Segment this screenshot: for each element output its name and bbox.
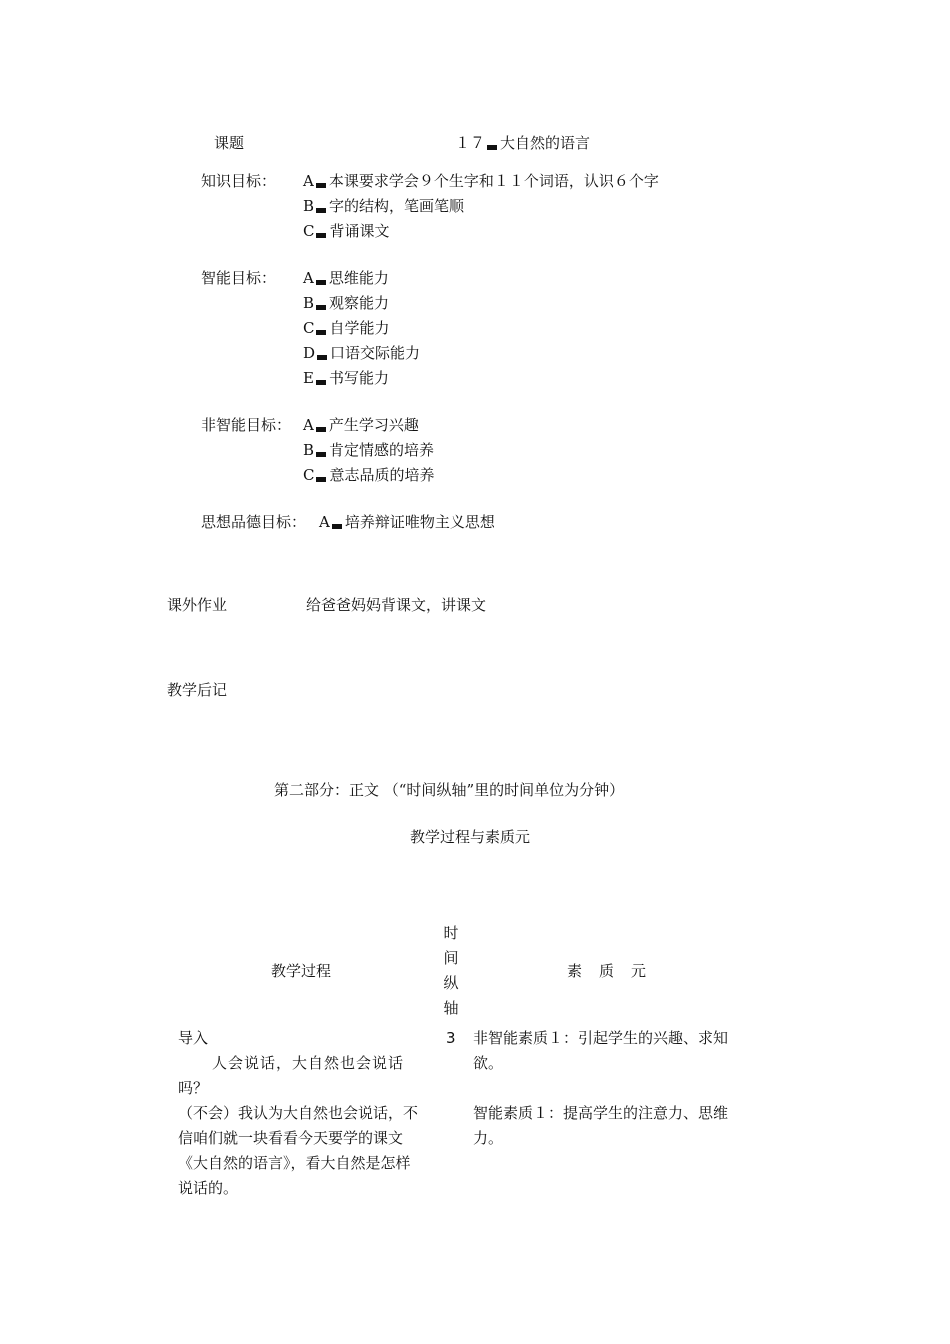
- process-cell: [178, 1026, 438, 1201]
- quality-note-cont: 力。: [473, 1129, 504, 1147]
- quality-note: 非智能素质１：引起学生的兴趣、求知: [473, 1029, 729, 1047]
- objective-group-intellectual: [201, 268, 659, 393]
- lesson-title: [455, 133, 590, 153]
- objective-group-non-intellectual: [201, 415, 659, 490]
- process-paragraph-cont: 信咱们就一块看看今天要学的课文: [178, 1129, 404, 1147]
- objective-item: C 自学能力: [303, 319, 390, 337]
- column-header-quality: 素 质 元: [567, 962, 648, 980]
- column-header-process: 教学过程: [271, 962, 332, 980]
- objective-item: E 书写能力: [303, 369, 389, 387]
- lesson-title-text: 大自然的语言: [500, 134, 591, 152]
- objective-item: B 观察能力: [303, 294, 390, 312]
- quality-cell: [473, 1026, 763, 1151]
- objective-item: C 背诵课文: [303, 222, 390, 240]
- objective-item: A 培养辩证唯物主义思想: [319, 513, 495, 531]
- objective-item: D 口语交际能力: [303, 344, 421, 362]
- separator-mark: [487, 145, 497, 150]
- part2-heading: 第二部分：正文 （“时间纵轴”里的时间单位为分钟）: [274, 781, 625, 799]
- objective-group-knowledge: [201, 171, 659, 246]
- lesson-number: １７: [455, 134, 486, 152]
- objective-item: B 字的结构，笔画笔顺: [303, 197, 465, 215]
- objective-label: 知识目标：: [201, 172, 277, 190]
- quality-note: 智能素质１：提高学生的注意力、思维: [473, 1104, 729, 1122]
- objective-item: A 产生学习兴趣: [303, 416, 419, 434]
- objective-label: 智能目标：: [201, 269, 277, 287]
- intro-label: 导入: [178, 1029, 209, 1047]
- process-paragraph-cont: 说话的。: [178, 1179, 239, 1197]
- process-paragraph-cont: 《大自然的语言》，看大自然是怎样: [178, 1154, 411, 1172]
- objective-group-moral: [201, 512, 659, 537]
- objective-item: B 肯定情感的培养: [303, 441, 435, 459]
- process-paragraph: 人会说话，大自然也会说话: [212, 1054, 405, 1072]
- homework-label: 课外作业: [167, 596, 228, 614]
- objective-item: A 思维能力: [303, 269, 389, 287]
- column-header-time: 时 间 纵 轴: [443, 924, 459, 1017]
- quality-note-cont: 欲。: [473, 1054, 504, 1072]
- process-paragraph-cont: 吗？: [178, 1079, 209, 1097]
- time-value: 3: [446, 1029, 456, 1047]
- homework-text: 给爸爸妈妈背课文，讲课文: [306, 596, 487, 614]
- objective-label: 思想品德目标：: [201, 513, 307, 531]
- lesson-title-label: 课题: [214, 134, 245, 152]
- objective-label: 非智能目标：: [201, 416, 292, 434]
- objective-item: C 意志品质的培养: [303, 466, 435, 484]
- objective-item: A 本课要求学会９个生字和１１个词语，认识６个字: [303, 172, 659, 190]
- postscript-label: 教学后记: [167, 681, 228, 699]
- process-paragraph: （不会）我认为大自然也会说话，不: [178, 1104, 419, 1122]
- objectives-block: [201, 171, 659, 537]
- part2-subheading: 教学过程与素质元: [410, 828, 531, 846]
